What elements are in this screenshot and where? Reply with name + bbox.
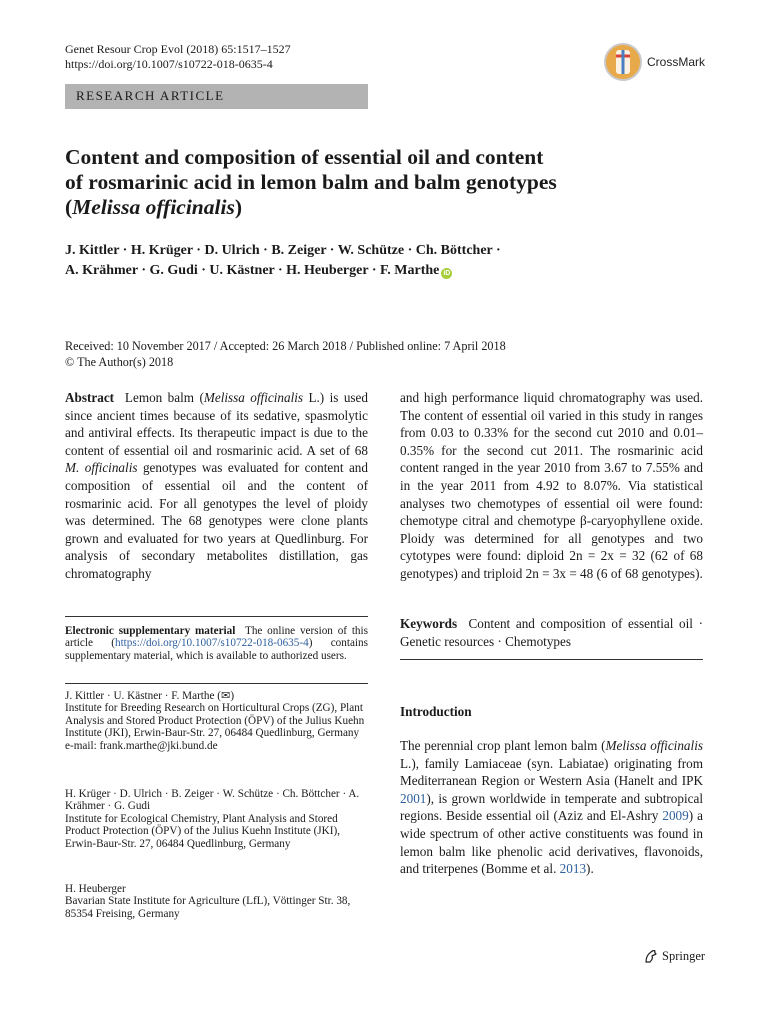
publication-dates bbox=[65, 338, 506, 370]
copyright-line: © The Author(s) 2018 bbox=[65, 355, 174, 369]
springer-horse-icon bbox=[643, 948, 659, 964]
title-line-2: of rosmarinic acid in lemon balm and balm genotypes bbox=[65, 170, 557, 194]
abstract-right: and high performance liquid chromatography was used. The content of essential oil varied in this study in ranges from 0.03 to 0.33% for the second cut 2010 and 0.01–0.35% for the second cut 2011. The rosmarinic acid content ranged in the year 2010 from 3.67 to 7.55% and in the year 2011 from 4.92 to 8.07%. Via statistical analyses two chemotypes of essential oil were found: chemotype citral and chemotype β-caryophyllene oxide. Ploidy was determined for all genotypes and two cytotypes were found: diploid 2n = 2x = 32 (62 of 68 genotypes) and triploid 2n = 3x = 48 (6 of 68 genotypes). bbox=[400, 390, 703, 581]
date-history: Received: 10 November 2017 / Accepted: 26 March 2018 / Published online: 7 April 2018 bbox=[65, 339, 506, 353]
doi-link[interactable]: https://doi.org/10.1007/s10722-018-0635-4 bbox=[65, 57, 273, 71]
supplementary-note: Electronic supplementary material The online version of this article (https://doi.org/10.1007/s10722-018-0635-4) contains supplementary material, which is available to authorized users. bbox=[65, 625, 368, 662]
affiliation-3: H. Heuberger Bavarian State Institute for Agriculture (LfL), Vöttinger Str. 38, 85354 Freising, Germany bbox=[65, 883, 351, 920]
contact-email[interactable]: e-mail: frank.marthe@jki.bund.de bbox=[65, 739, 218, 752]
title-line-1: Content and composition of essential oil and content bbox=[65, 145, 544, 169]
keywords-divider bbox=[400, 659, 703, 660]
title-line-3: (Melissa officinalis) bbox=[65, 195, 243, 219]
keywords-heading: Keywords bbox=[400, 616, 458, 631]
publisher-name: Springer bbox=[662, 948, 706, 963]
orcid-icon[interactable]: iD bbox=[443, 270, 451, 277]
article-type-banner bbox=[65, 84, 368, 109]
crossmark-label: CrossMark bbox=[647, 55, 706, 69]
citation-link[interactable]: 2013 bbox=[559, 861, 587, 877]
abstract-heading: Abstract bbox=[65, 390, 115, 405]
affiliation-2: H. Krüger · D. Ulrich · B. Zeiger · W. Schütze · Ch. Böttcher · A. Krähmer · G. Gudi Institute for Ecological Chemistry, Plant Analysis and Stored Product Protection (ÖPV) of the Julius Kuehn Institute (JKI), Erwin-Baur-Str. 27, 06484 Quedlinburg, Germany bbox=[65, 788, 360, 850]
esm-divider bbox=[65, 616, 368, 617]
keywords bbox=[400, 615, 703, 650]
affiliation-divider bbox=[65, 683, 368, 684]
authors-line-1: J. Kittler · H. Krüger · D. Ulrich · B. Zeiger · W. Schütze · Ch. Böttcher · bbox=[65, 243, 501, 258]
crossmark-icon bbox=[603, 42, 643, 82]
introduction-text: The perennial crop plant lemon balm (Melissa officinalis L.), family Lamiaceae (syn. Labiatae) originating from Mediterranean Region or Western Asia (Hanelt and IPK 2001), is grown worldwide in temperate and subtropical regions. Beside essential oil (Aziz and El-Ashry 2009) a wide spectrum of other active constituents was found in lemon balm like phenolic acid derivatives, flavonoids, and triterpenes (Bomme et al. 2013). bbox=[400, 738, 704, 877]
introduction-heading: Introduction bbox=[400, 704, 472, 719]
journal-citation: Genet Resour Crop Evol (2018) 65:1517–1527 bbox=[65, 42, 291, 56]
citation-link[interactable]: 2009 bbox=[662, 808, 689, 824]
journal-header bbox=[65, 42, 291, 72]
citation-link[interactable]: 2001 bbox=[400, 790, 427, 806]
crossmark-badge[interactable] bbox=[603, 42, 705, 82]
affiliation-1: J. Kittler · U. Kästner · F. Marthe (✉) Institute for Breeding Research on Horticultural Crops (ZG), Plant Analysis and Stored Product Protection (ÖPV) of the Julius Kuehn Institute (JKI), Erwin-Baur-Str. 27, 06484 Quedlinburg, Germany e-mail: frank.marthe@jki.bund.de bbox=[65, 690, 368, 752]
publisher-logo bbox=[643, 948, 705, 964]
author-list bbox=[65, 241, 705, 281]
esm-link[interactable]: https://doi.org/10.1007/s10722-018-0635-4 bbox=[114, 637, 309, 650]
abstract-left: Abstract Lemon balm (Melissa officinalis L.) is used since ancient times because of its sedative, spasmolytic and antiviral effects. Its therapeutic impact is due to the content of essential oil and rosmarinic acid. A set of 68 M. officinalis genotypes was evaluated for content and composition of essential oil and the content of rosmarinic acid. For all genotypes the level of ploidy was determined. The 68 genotypes were clone plants grown and evaluated for two years at Quedlinburg. For analysis of secondary metabolites distillation, gas chromatography bbox=[65, 390, 368, 581]
article-type-label: RESEARCH ARTICLE bbox=[76, 88, 225, 103]
authors-line-2: A. Krähmer · G. Gudi · U. Kästner · H. Heuberger · F. Marthe iD bbox=[65, 263, 451, 278]
keywords-text: Content and composition of essential oil · Genetic resources · Chemotypes bbox=[400, 616, 703, 649]
article-title bbox=[65, 145, 685, 220]
